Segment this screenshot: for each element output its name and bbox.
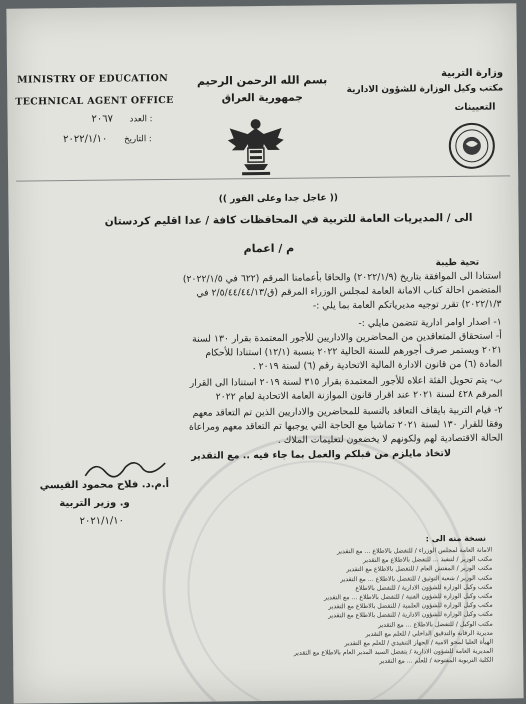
ministry-seal xyxy=(448,122,497,171)
item-1b-line-1: ب- يتم تحويل الفئة اعلاه للأجور المعتمدة بقرار ٣١٥ لسنة ٢٠١٩ استنادا الى القرار xyxy=(189,374,503,389)
greeting: تحية طيبة xyxy=(435,257,480,269)
cc-line: مكتب وكيل الوزارة للشؤون الادارية / للتفضل بالاطلاع مع التقدير xyxy=(328,611,493,620)
item-2-line-3: الحالة الاقتصادية لهم ولكونهم لا يخضعون لتعليمات الملاك . xyxy=(277,432,503,446)
cc-line: مكتب الوكيل / للتفضل بالاطلاع ... مع التقدير xyxy=(378,620,493,629)
ar-ministry-title: وزارة التربية xyxy=(441,67,504,80)
item-1a-line-2: ٢٠٢١ ويستمر صرف أجورهم للسنة الحالية ٢٠٢٢ بنسبة (١٢/١) استنادا للأحكام xyxy=(205,344,503,359)
intro-line-2: المتضمن احالة كتاب الامانة العامة لمجلس الوزراء المرقم (ق/٢/٥/٤٤/٤٤/١٣ في xyxy=(196,284,502,299)
cc-line: الكلية التربوية المفتوحة / للعلم ... مع التقدير xyxy=(379,657,494,666)
cc-line: مديرية الرقابة والتدقيق الداخلي / للعلم مع التقدير xyxy=(365,629,493,638)
number-row xyxy=(17,113,152,125)
cc-line: مكتب وكيل الوزارة للشؤون الادارية / للتفضل بالاطلاع xyxy=(355,583,493,592)
iraq-eagle-emblem xyxy=(225,114,286,179)
item-2-line-1: ٢- قيام التربية بايقاف التعاقد بالنسبة للمحاضرين والاداريين الذين تم التعاقد معهم xyxy=(192,404,503,419)
number-value: ٢٠٦٧ xyxy=(91,113,114,125)
date-row xyxy=(14,133,152,145)
en-ministry-title: MINISTRY OF EDUCATION xyxy=(17,72,169,86)
date-label: : التاريخ xyxy=(124,134,152,145)
item-1a xyxy=(22,330,502,377)
date-value: ٢٠٢٢/١/١٠ xyxy=(63,133,108,146)
cc-line: مكتب وكيل الوزارة للشؤون العلمية / للتفضل بالاطلاع مع التقدير xyxy=(328,601,493,611)
cc-line: المديرية العامة للشؤون الادارية / يتفضل السيد المدير العام بالاطلاع مع التقدير xyxy=(293,647,494,657)
cc-heading: نسخة منه الى : xyxy=(425,533,486,544)
signature-scribble xyxy=(81,455,171,482)
paragraph-intro xyxy=(21,270,501,317)
republic-title: جمهورية العراق xyxy=(221,91,303,105)
signer-title: و. وزير التربية xyxy=(59,497,130,510)
closing-line: لاتخاذ مايلزم من قبلكم والعمل بما جاء فيه .. مع التقدير xyxy=(191,448,452,462)
cc-line: مكتب الوزير / لتنفيذ ... للتفضل بالاطلاع مع التقدير xyxy=(362,555,493,565)
en-office-title: TECHNICAL AGENT OFFICE xyxy=(15,94,174,108)
cc-line: مكتب الوزير / المفتش العام / للتفضل بالاطلاع مع التقدير xyxy=(346,565,493,574)
item-1: ١- اصدار اوامر ادارية تتضمن مايلي :- xyxy=(358,316,502,330)
item-1b xyxy=(22,374,502,407)
intro-line-1: استنادا الى الموافقة بتاريخ (٢٠٢٢/١/٩) والحاقا بأعمامنا المرقم (٦٢٢ في ٢٠٢٢/١/٥) xyxy=(182,270,502,285)
cc-line: مكتب وكيل الوزارة للشؤون الفنية / للتفضل بالاطلاع ... مع التقدير xyxy=(323,592,493,602)
item-1b-line-2: المرقم ٤٢٨ لسنة ٢٠٢١ عند اقرار قانون الموازنة العامة الاتحادية لعام ٢٠٢٢ xyxy=(215,388,503,403)
cc-line: الامانة العامة لمجلس الوزراء / للتفضل بالاطلاع ... مع التقدير xyxy=(336,546,493,556)
ar-office-title: مكتب وكيل الوزارة للشؤون الادارية xyxy=(346,83,504,96)
item-2-line-2: وفقا للقرار ١٣٠ لسنة ٢٠٢١ تماشيا مع الحاجة التي يوجبها تم التعاقد معهم ومراعاة xyxy=(188,418,503,433)
cc-line: الهيأة العليا لمحو الامية / الجهاز التنفيذي / للعلم مع التقدير xyxy=(344,638,494,648)
subject-line: م / اعمام xyxy=(243,241,295,256)
signer-name: أ.م.د. فلاح محمود القيسي xyxy=(39,479,170,492)
item-1a-line-1: أ- استحقاق المتعاقدين من المحاضرين والاداريين للأجور المعتمدة بقرار ١٣٠ لسنة xyxy=(192,330,502,345)
ar-dept-title: التعيينات xyxy=(454,101,496,114)
sign-date: ٢٠٢١/١/١٠ xyxy=(79,515,124,527)
item-2 xyxy=(23,404,503,451)
intro-line-3: ٢٠٢٢/١/٣) تقرر توجيه مديرياتكم العامة بما يلي :- xyxy=(312,298,502,312)
bismillah: بسم الله الرحمن الرحيم xyxy=(196,73,328,88)
urgent-note: (( عاجل جدا وعلى الفور )) xyxy=(218,193,339,205)
cc-list xyxy=(192,546,493,669)
document-page xyxy=(6,3,523,703)
addressee-line: الى / المديريات العامة للتربية في المحافظات كافة / عدا اقليم كردستان xyxy=(104,211,473,228)
number-label: : العدد xyxy=(129,114,153,125)
item-1a-line-3: المادة (٦) من قانون الادارة المالية الاتحادية رقم (٦) لسنة ٢٠١٩ . xyxy=(252,358,503,373)
cc-line: مكتب الوزير / شعبة التوثيق / للتفضل بالاطلاع ... مع التقدير xyxy=(340,574,493,583)
